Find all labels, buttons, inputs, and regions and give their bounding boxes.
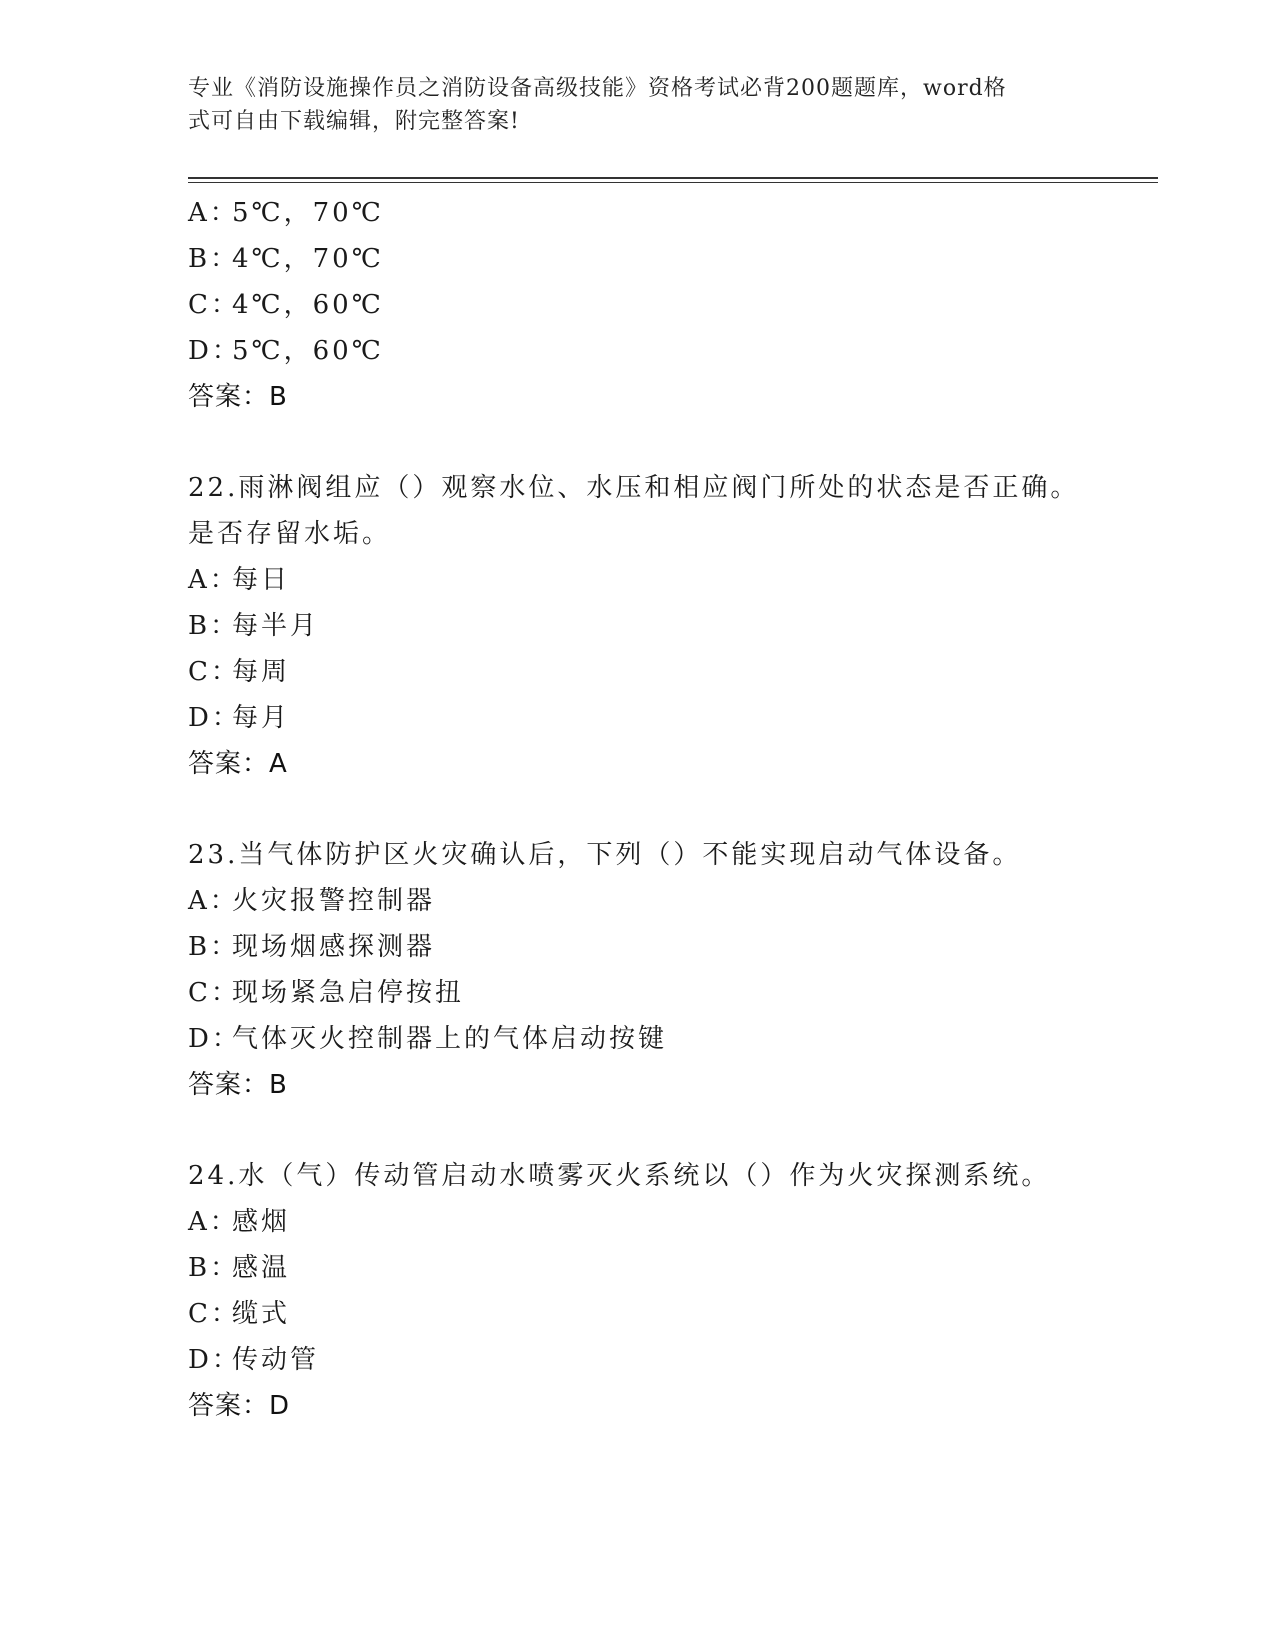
option-letter: C： [188,978,240,1008]
answer-line: 答案：B [188,1070,288,1100]
answer-line: 答案：D [188,1391,291,1421]
option-letter: A： [188,198,239,228]
option-text: 4℃，70℃ [232,244,384,274]
option-text: 缆式 [232,1299,291,1329]
option-letter: B： [188,611,240,641]
option-a [188,557,1148,603]
answer-line: 答案：A [188,749,288,779]
option-text: 5℃，70℃ [232,198,384,228]
option-c [188,282,1148,328]
option-text: 现场紧急启停按扭 [232,978,465,1008]
option-letter: D： [188,336,241,366]
option-text: 每月 [232,703,291,733]
option-text: 4℃，60℃ [232,290,384,320]
previous-question-options [188,190,1148,420]
header-rule-thick [188,177,1158,179]
option-text: 传动管 [232,1345,320,1375]
option-a [188,878,1148,924]
option-letter: D： [188,1345,241,1375]
option-text: 每半月 [232,611,320,641]
question-text-line: 23.当气体防护区火灾确认后，下列（）不能实现启动气体设备。 [188,840,1022,870]
question-24 [188,1153,1148,1429]
option-b [188,924,1148,970]
option-letter: D： [188,1024,241,1054]
option-letter: B： [188,1253,240,1283]
option-text: 5℃，60℃ [232,336,384,366]
option-b [188,1245,1148,1291]
option-text: 每日 [232,565,291,595]
option-b [188,236,1148,282]
question-text-line: 是否存留水垢。 [188,519,392,549]
document-header [188,72,1088,138]
option-text: 感烟 [232,1207,291,1237]
question-text-line: 24.水（气）传动管启动水喷雾灭火系统以（）作为火灾探测系统。 [188,1161,1051,1191]
header-line-2: 式可自由下载编辑，附完整答案! [188,109,520,134]
option-text: 感温 [232,1253,291,1283]
option-text: 每周 [232,657,291,687]
option-letter: B： [188,244,240,274]
option-letter: A： [188,886,239,916]
option-letter: B： [188,932,240,962]
option-d [188,328,1148,374]
option-letter: C： [188,1299,240,1329]
option-c [188,970,1148,1016]
option-b [188,603,1148,649]
option-text: 现场烟感探测器 [232,932,436,962]
question-22 [188,465,1148,787]
option-letter: A： [188,1207,239,1237]
option-c [188,1291,1148,1337]
option-letter: D： [188,703,241,733]
question-text-line: 22.雨淋阀组应（）观察水位、水压和相应阀门所处的状态是否正确。 [188,473,1080,503]
option-d [188,1337,1148,1383]
question-content [188,190,1148,1429]
header-line-1: 专业《消防设施操作员之消防设备高级技能》资格考试必背200题题库，word格 [188,76,1007,101]
option-text: 火灾报警控制器 [232,886,436,916]
option-a [188,1199,1148,1245]
option-text: 气体灭火控制器上的气体启动按键 [232,1024,668,1054]
option-letter: C： [188,290,240,320]
answer-line: 答案：B [188,382,288,412]
option-letter: A： [188,565,239,595]
option-a [188,190,1148,236]
option-d [188,695,1148,741]
question-23 [188,832,1148,1108]
header-rule-thin [188,182,1158,183]
option-letter: C： [188,657,240,687]
option-d [188,1016,1148,1062]
option-c [188,649,1148,695]
